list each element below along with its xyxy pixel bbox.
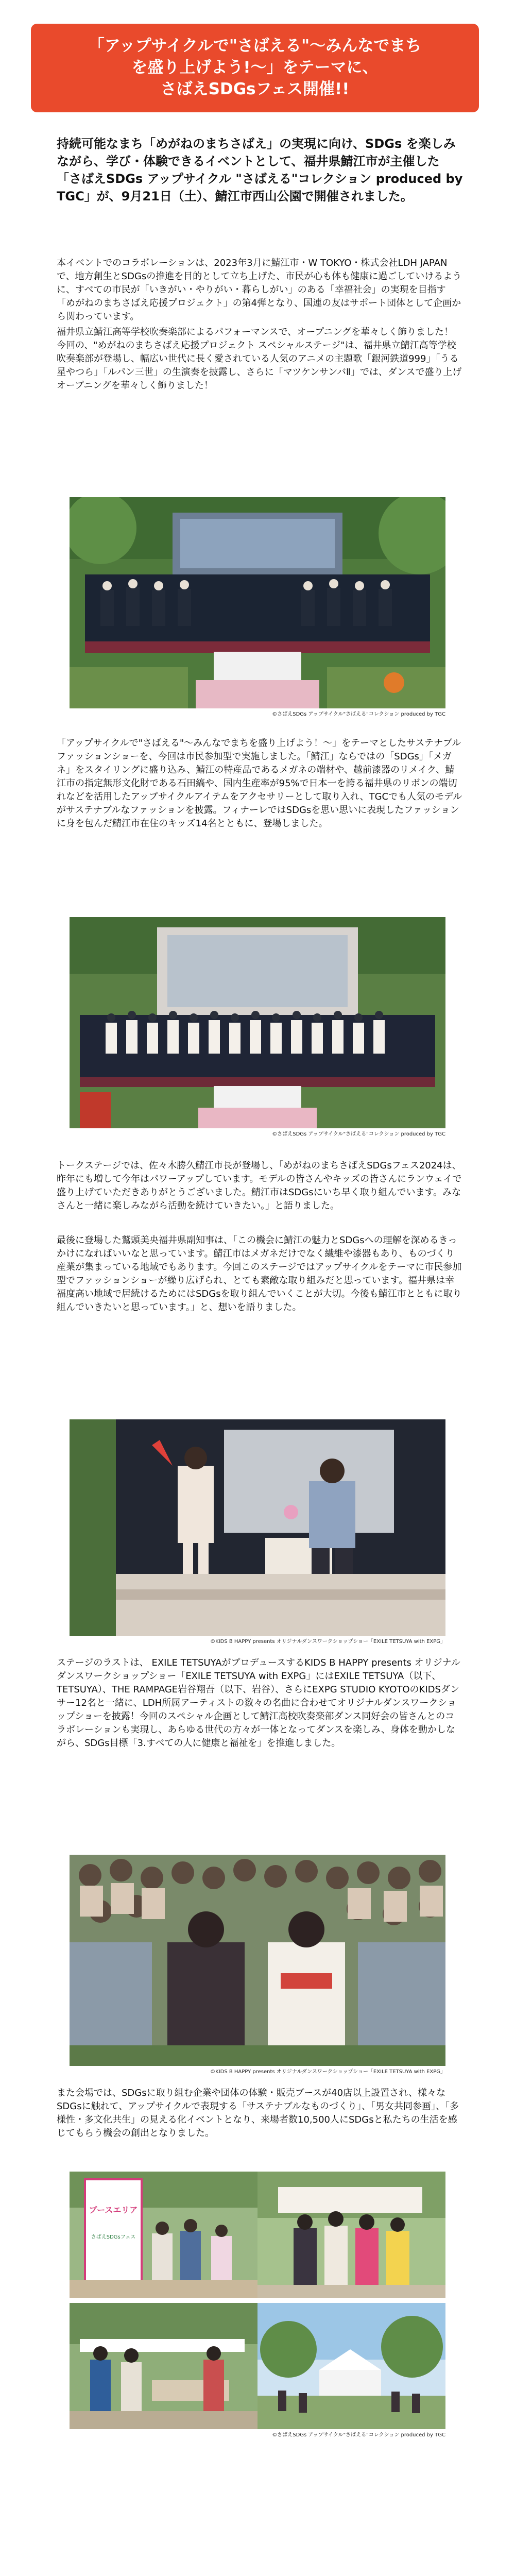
body-paragraph: 最後に登場した鷲頭美央福井県副知事は、「この機会に鯖江の魅力とSDGsへの理解を深めるきっかけになればいいなと思っています。鯖江市はメガネだけでなく繊維や漆器もあり、ものづくり産業が集まっている地域でもあります。今回このステージではアップサイクルをテーマに市民参加型でファッションショーが繰り広げられ、とても素敵な取り組みだと思っています。福井県は幸福度高い地域で居続けるためにはSDGsを取り組んでいくことが大切。今後も鯖江市とともに取り組んでいきたいと思っています。」と、想いを語りました。 [57,1235,462,1313]
photo-caption: ©KIDS B HAPPY presents オリジナルダンスワークショップショー「EXILE TETSUYA with EXPG」 [210,2069,445,2075]
banner-title-line: を盛り上げよう!〜」をテーマに、 [131,58,379,77]
photo-kids-finale-stage [70,917,445,1128]
photo-caption: ©さばえSDGs アップサイクル"さばえる"コレクション produced by TGC [272,711,445,717]
body-paragraph: ステージのラストは、 EXILE TETSUYAがプロデュースするKIDS B HAPPY presents オリジナルダンスワークショップショー「EXILE TETSUYA with EXPG」にはEXILE TETSUYA（以下、TETSUYA）、THE RAMPAGE岩谷翔吾（以下、岩谷）、さらにEXPG STUDIO KYOTOのKIDSダンサー12名と一緒に、LDH所属アーティストの数々の名曲に合わせてオリジナルダンスワークショップショーを披露！今回のスペシャル企画として鯖江高校吹奏楽部ダンス同好会の皆さんとのコラボレーションも実現し、あらゆる世代の方々が一体となってダンスを楽しみ、身体を動かしながら、SDGs目標「3.すべての人に健康と福祉を」を推進しました。 [57,1657,460,1749]
sign-subtext: さばえSDGsフェス [91,2234,136,2240]
body-paragraph: 福井県立鯖江高等学校吹奏楽部によるパフォーマンスで、オープニングを華々しく飾りました！ 今回の、"めがねのまちさばえ応援プロジェクト スペシャルステージ"は、福井県立鯖江高等学校吹奏楽部が登場し、幅広い世代に長く愛されている人気のアニメの主題歌「銀河鉄道999」「うる星やつら」「ルパン三世」の生演奏を披露し、さらに「マツケンサンバⅡ」では、ダンスで盛り上げオープニングを華々しく飾りました！ [57,327,462,391]
banner-title-line: 「アップサイクルで"さばえる"〜みんなでまち [88,37,422,55]
title-banner [31,24,479,112]
photo-outdoor-venue [258,2303,445,2429]
photo-dance-workshop [70,1855,445,2066]
photo-caption: ©さばえSDGs アップサイクル"さばえる"コレクション produced by TGC [272,2432,445,2438]
photo-booth-area-sign [70,2172,258,2298]
photo-caption: ©さばえSDGs アップサイクル"さばえる"コレクション produced by TGC [272,1131,445,1137]
banner-title-line: さばえSDGsフェス開催!! [160,80,350,98]
banner-title [52,35,458,100]
photo-brass-band-stage [70,497,445,708]
body-paragraph: また会場では、SDGsに取り組む企業や団体の体験・販売ブースが40店以上設置され、様々なSDGsに触れて、アップサイクルで表現する「サステナブルなものづくり」、「男女共同参画」、「多様性・多文化共生」の見える化イベントとなり、来場者数10,500人にSDGsと私たちの生活を感じてもらう機会の創出となりました。 [57,2088,459,2139]
body-paragraph: トークステージでは、佐々木勝久鯖江市長が登場し、「めがねのまちさばえSDGsフェス2024は、昨年にも増して今年はパワーアップしています。モデルの皆さんやキッズの皆さんにランウェイで盛り上げていただきありがとうございました。鯖江市はSDGsにいち早く取り組んでいます。みなさんと一緒に楽しみながら活動を続けていきたい。」と語りました。 [57,1160,462,1211]
photo-caption: ©KIDS B HAPPY presents オリジナルダンスワークショップショー「EXILE TETSUYA with EXPG」 [210,1639,445,1645]
body-paragraph: 「アップサイクルで"さばえる"〜みんなでまちを盛り上げよう！〜」をテーマとしたサステナブルファッションショーを、今回は市民参加型で実施しました。「鯖江」ならではの「SDGs」「メガネ」をスタイリングに盛り込み、鯖江の特産品であるメガネの端材や、越前漆器のリメイク、鯖江市の指定無形文化財である石田縞や、国内生産率が95%で日本一を誇る福井県のリボンの端切れなどを活用したアップサイクルアイテムをアクセサリーとして取り入れ、TGCでも人気のモデルがサステナブルなファッションを披露。フィナーレではSDGsを思い思いに表現したファッションに身を包んだ鯖江市在住のキッズ14名とともに、登場しました。 [57,738,462,829]
photo-booth-visitors [258,2172,445,2298]
sign-text: ブースエリア [89,2205,138,2215]
body-paragraph: 本イベントでのコラボレーションは、2023年3月に鯖江市・W TOKYO・株式会社LDH JAPANで、地方創生とSDGsの推進を目的として立ち上げた、市民が心も体も健康に過ごしていけるように、すべての市民が「いきがい・やりがい・暮らしがい」のある「幸福社会」の実現を目指す「めがねのまちさばえ応援プロジェクト」の第4弾となり、国連の友はサポート団体として企画から関わっています。 [57,258,462,322]
photo-workshop-tables [70,2303,258,2429]
photo-talk-stage [70,1419,445,1636]
lead-paragraph: 持続可能なまち「めがねのまちさばえ」の実現に向け、SDGs を楽しみながら、学び・体験できるイベントとして、福井県鯖江市が主催した「さばえSDGs アップサイクル "さばえる"コレクション produced by TGC」が、9月21日（土）、鯖江市西山公園で開催されました。 [57,137,463,204]
